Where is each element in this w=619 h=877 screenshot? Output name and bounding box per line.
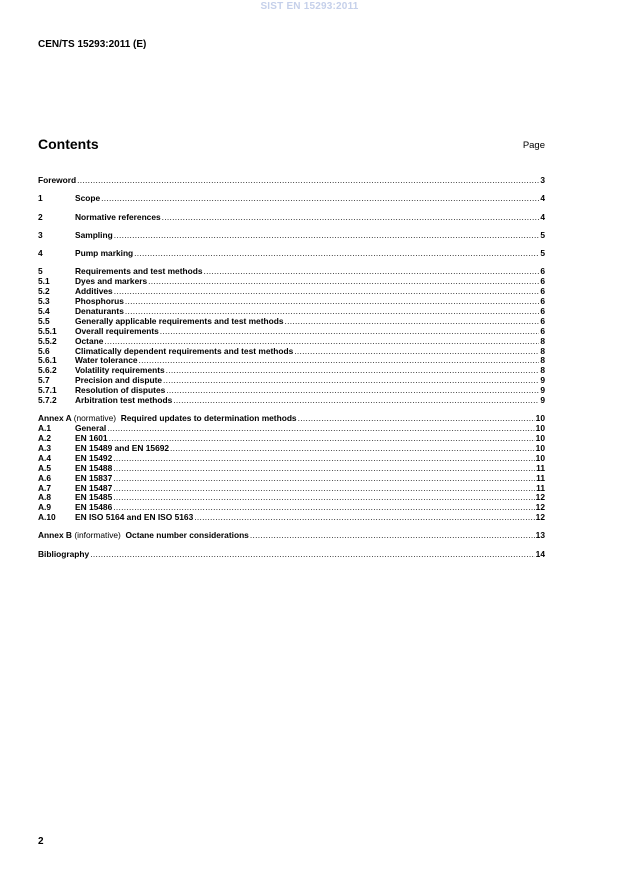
dot-leader xyxy=(170,444,535,454)
toc-entry-page: 4 xyxy=(540,193,545,204)
toc-entry-5-5-1[interactable] xyxy=(38,327,545,337)
toc-entry-annex-a[interactable] xyxy=(38,414,545,424)
toc-entry-number: A.7 xyxy=(38,482,52,493)
dot-leader xyxy=(101,194,539,204)
toc-entry-number: 5.5 xyxy=(38,315,50,326)
toc-entry-number: 5.6.2 xyxy=(38,365,57,376)
annex-label: Annex B xyxy=(38,530,72,541)
toc-entry-a-5[interactable] xyxy=(38,464,545,474)
toc-entry-page: 9 xyxy=(540,385,545,396)
toc-entry-a-1[interactable] xyxy=(38,424,545,434)
toc-entry-title: EN 15492 xyxy=(75,452,113,463)
toc-entry-title: Phosphorus xyxy=(75,296,124,307)
toc-entry-page: 8 xyxy=(540,355,545,366)
dot-leader xyxy=(113,493,534,503)
watermark: SIST EN 15293:2011 xyxy=(260,1,359,12)
toc-entry-title: Additives xyxy=(75,286,113,297)
annex-qualifier: (normative) xyxy=(73,413,117,424)
toc-entry-page: 14 xyxy=(535,548,545,559)
toc-entry-a-6[interactable] xyxy=(38,474,545,484)
toc-entry-number: 5 xyxy=(38,266,43,277)
toc-entry-title: Overall requirements xyxy=(75,325,159,336)
toc-entry-number: 5.7 xyxy=(38,375,50,386)
toc-entry-page: 10 xyxy=(535,423,545,434)
dot-leader xyxy=(160,327,540,337)
toc-entry-scope[interactable] xyxy=(38,194,545,204)
dot-leader xyxy=(77,176,539,186)
toc-entry-page: 9 xyxy=(540,394,545,405)
toc-entry-title: Precision and dispute xyxy=(75,375,163,386)
toc-entry-page: 10 xyxy=(535,452,545,463)
toc-entry-title: Volatility requirements xyxy=(75,365,165,376)
toc-entry-number: 5.4 xyxy=(38,305,50,316)
toc-entry-page: 6 xyxy=(540,296,545,307)
toc-entry-pump-marking[interactable] xyxy=(38,249,545,259)
toc-entry-title: Scope xyxy=(75,193,101,204)
toc-entry-page: 5 xyxy=(540,229,545,240)
toc-entry-title: Sampling xyxy=(75,229,113,240)
toc-entry-number: A.9 xyxy=(38,502,52,513)
toc-entry-number: 5.7.1 xyxy=(38,385,57,396)
toc-entry-page: 12 xyxy=(535,492,545,503)
toc-entry-title xyxy=(38,531,249,541)
toc-entry-page: 8 xyxy=(540,345,545,356)
dot-leader xyxy=(285,317,540,327)
dot-leader xyxy=(166,386,539,396)
dot-leader xyxy=(194,513,534,523)
contents-heading: Contents xyxy=(38,136,99,152)
toc-entry-number: 5.5.1 xyxy=(38,325,57,336)
toc-entry-bibliography[interactable] xyxy=(38,550,545,560)
toc-entry-page: 6 xyxy=(540,266,545,277)
table-of-contents xyxy=(38,176,545,560)
toc-entry-a-7[interactable] xyxy=(38,484,545,494)
toc-entry-title: EN 15488 xyxy=(75,462,113,473)
toc-entry-title: Dyes and markers xyxy=(75,276,148,287)
toc-entry-page: 12 xyxy=(535,512,545,523)
toc-entry-title: EN 15486 xyxy=(75,502,113,513)
toc-entry-number: 4 xyxy=(38,248,43,259)
toc-entry-title: Bibliography xyxy=(38,548,90,559)
dot-leader xyxy=(114,287,540,297)
toc-entry-title: Arbitration test methods xyxy=(75,394,173,405)
dot-leader xyxy=(163,376,539,386)
toc-entry-page: 6 xyxy=(540,276,545,287)
toc-entry-page: 10 xyxy=(535,442,545,453)
toc-entry-number: 5.5.2 xyxy=(38,335,57,346)
toc-entry-page: 6 xyxy=(540,305,545,316)
page-number: 2 xyxy=(38,836,44,847)
toc-entry-number: A.6 xyxy=(38,472,52,483)
dot-leader xyxy=(113,464,535,474)
dot-leader xyxy=(139,356,540,366)
toc-entry-title: EN 15485 xyxy=(75,492,113,503)
toc-entry-page: 10 xyxy=(535,413,545,424)
toc-entry-page: 5 xyxy=(540,248,545,259)
dot-leader xyxy=(166,366,540,376)
toc-entry-number: 2 xyxy=(38,211,43,222)
toc-entry-a-8[interactable] xyxy=(38,493,545,503)
toc-entry-page: 11 xyxy=(536,472,545,483)
toc-entry-number: A.8 xyxy=(38,492,52,503)
toc-entry-title: EN 15837 xyxy=(75,472,113,483)
toc-entry-page: 6 xyxy=(540,325,545,336)
toc-entry-title: EN 1601 xyxy=(75,433,108,444)
toc-entry-number: 5.7.2 xyxy=(38,394,57,405)
toc-entry-title: Water tolerance xyxy=(75,355,138,366)
annex-label: Annex A xyxy=(38,413,72,424)
toc-entry-title: General xyxy=(75,423,107,434)
dot-leader xyxy=(134,249,539,259)
toc-entry-page: 13 xyxy=(535,530,545,541)
toc-entry-page: 11 xyxy=(536,462,545,473)
dot-leader xyxy=(173,396,539,406)
toc-entry-page: 6 xyxy=(540,315,545,326)
dot-leader xyxy=(125,297,539,307)
dot-leader xyxy=(162,213,540,223)
toc-entry-number: 1 xyxy=(38,193,43,204)
toc-entry-number: A.3 xyxy=(38,442,52,453)
document-id: CEN/TS 15293:2011 (E) xyxy=(38,39,147,50)
toc-entry-annex-b[interactable] xyxy=(38,531,545,541)
toc-entry-number: A.1 xyxy=(38,423,52,434)
dot-leader xyxy=(148,277,539,287)
toc-entry-title: Octane xyxy=(75,335,104,346)
annex-title: Required updates to determination methods xyxy=(120,413,297,424)
toc-entry-title: EN 15489 and EN 15692 xyxy=(75,442,170,453)
toc-entry-number: 5.3 xyxy=(38,296,50,307)
toc-entry-title: Generally applicable requirements and test methods xyxy=(75,315,284,326)
toc-entry-a-10[interactable] xyxy=(38,513,545,523)
dot-leader xyxy=(250,531,535,541)
toc-entry-normative-references[interactable] xyxy=(38,213,545,223)
toc-entry-sampling[interactable] xyxy=(38,231,545,241)
toc-entry-number: 3 xyxy=(38,229,43,240)
dot-leader xyxy=(298,414,535,424)
dot-leader xyxy=(114,231,540,241)
toc-entry-title: Climatically dependent requirements and test methods xyxy=(75,345,294,356)
dot-leader xyxy=(90,550,534,560)
dot-leader xyxy=(204,267,540,277)
annex-title: Octane number considerations xyxy=(125,530,249,541)
toc-entry-title: Denaturants xyxy=(75,305,124,316)
toc-entry-page: 10 xyxy=(535,433,545,444)
toc-entry-number: 5.6 xyxy=(38,345,50,356)
dot-leader xyxy=(113,454,534,464)
dot-leader xyxy=(109,434,535,444)
toc-entry-page: 4 xyxy=(540,211,545,222)
toc-entry-foreword[interactable] xyxy=(38,176,545,186)
toc-entry-page: 6 xyxy=(540,286,545,297)
toc-entry-title: Normative references xyxy=(75,211,161,222)
toc-entry-title: Pump marking xyxy=(75,248,134,259)
toc-entry-page: 11 xyxy=(536,482,545,493)
toc-entry-title: Requirements and test methods xyxy=(75,266,203,277)
toc-entry-page: 9 xyxy=(540,375,545,386)
toc-entry-page: 12 xyxy=(535,502,545,513)
dot-leader xyxy=(113,484,535,494)
toc-entry-number: A.5 xyxy=(38,462,52,473)
toc-entry-title: Resolution of disputes xyxy=(75,385,166,396)
toc-entry-number: A.4 xyxy=(38,452,52,463)
toc-entry-number: 5.2 xyxy=(38,286,50,297)
toc-entry-number: 5.1 xyxy=(38,276,50,287)
dot-leader xyxy=(294,347,539,357)
toc-entry-title: EN ISO 5164 and EN ISO 5163 xyxy=(75,512,194,523)
toc-entry-5-1[interactable] xyxy=(38,277,545,287)
annex-qualifier: (informative) xyxy=(74,530,121,541)
toc-entry-number: A.10 xyxy=(38,512,56,523)
toc-entry-page: 8 xyxy=(540,365,545,376)
page-column-label: Page xyxy=(522,140,545,151)
toc-entry-number: A.2 xyxy=(38,433,52,444)
toc-entry-a-4[interactable] xyxy=(38,454,545,464)
toc-entry-5-7-2[interactable] xyxy=(38,396,545,406)
dot-leader xyxy=(107,424,534,434)
toc-entry-a-3[interactable] xyxy=(38,444,545,454)
toc-entry-number: 5.6.1 xyxy=(38,355,57,366)
toc-entry-title: Foreword xyxy=(38,175,77,185)
toc-entry-title: EN 15487 xyxy=(75,482,113,493)
dot-leader xyxy=(113,474,535,484)
toc-entry-page: 3 xyxy=(540,175,545,185)
toc-entry-page: 8 xyxy=(540,335,545,346)
